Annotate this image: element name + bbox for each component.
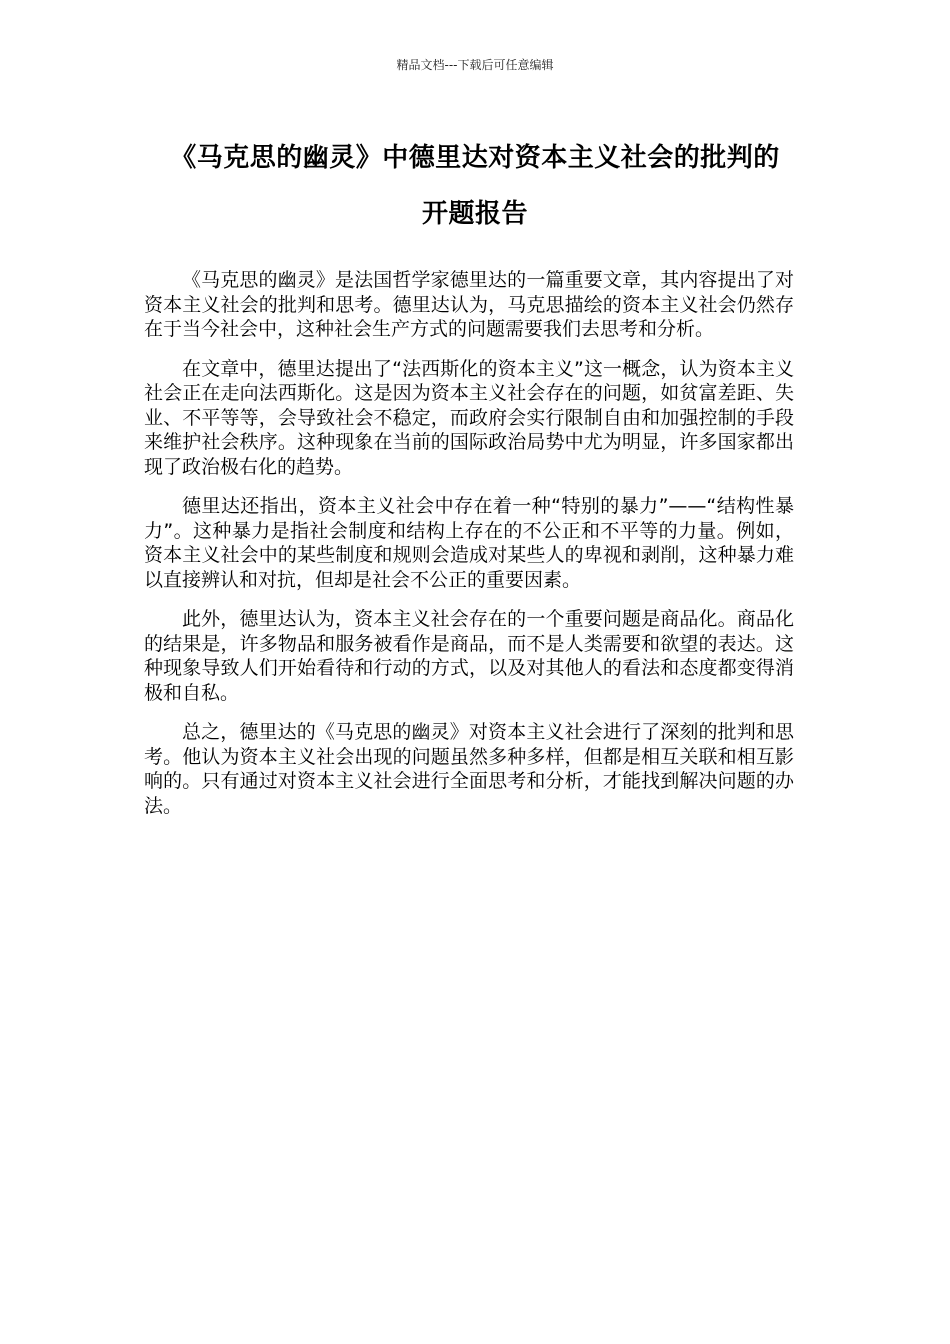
- title-line-1: 《马克思的幽灵》中德里达对资本主义社会的批判的: [170, 143, 780, 173]
- paragraph-5: 总之，德里达的《马克思的幽灵》对资本主义社会进行了深刻的批判和思考。他认为资本主义社会出现的问题虽然多种多样，但都是相互关联和相互影响的。只有通过对资本主义社会进行全面思考和分析，才能找到解决问题的办法。: [144, 721, 794, 817]
- document-title: [110, 130, 840, 242]
- paragraph-2: 在文章中，德里达提出了“法西斯化的资本主义”这一概念，认为资本主义社会正在走向法西斯化。这是因为资本主义社会存在的问题，如贫富差距、失业、不平等等，会导致社会不稳定，而政府会实行限制自由和加强控制的手段来维护社会秩序。这种现象在当前的国际政治局势中尤为明显，许多国家都出现了政治极右化的趋势。: [144, 357, 794, 478]
- document-body: [144, 268, 794, 833]
- page-header: 精品文档---下载后可任意编辑: [396, 58, 554, 72]
- paragraph-1: 《马克思的幽灵》是法国哲学家德里达的一篇重要文章，其内容提出了对资本主义社会的批判和思考。德里达认为，马克思描绘的资本主义社会仍然存在于当今社会中，这种社会生产方式的问题需要我们去思考和分析。: [144, 269, 794, 340]
- title-line-2: 开题报告: [421, 199, 528, 229]
- paragraph-3: 德里达还指出，资本主义社会中存在着一种“特别的暴力”——“结构性暴力”。这种暴力是指社会制度和结构上存在的不公正和不平等的力量。例如，资本主义社会中的某些制度和规则会造成对某些人的卑视和剥削，这种暴力难以直接辨认和对抗，但却是社会不公正的重要因素。: [144, 495, 794, 591]
- paragraph-4: 此外，德里达认为，资本主义社会存在的一个重要问题是商品化。商品化的结果是，许多物品和服务被看作是商品，而不是人类需要和欲望的表达。这种现象导致人们开始看待和行动的方式，以及对其他人的看法和态度都变得消极和自私。: [144, 608, 794, 704]
